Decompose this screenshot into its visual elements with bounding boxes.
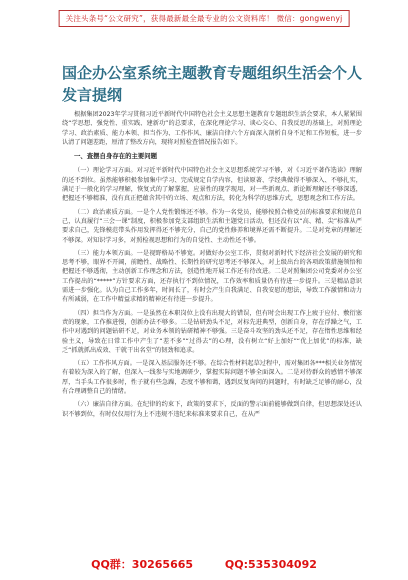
paragraph-ability: （三）能力本领方面。一是视野格局不够宽。对做好办公室工作，贯彻对新时代下经济社会发展的研究和思考不够，眼界不开阔，前瞻性、战略性、长期性的研究思考还不够深入，对上级出台的各项政策措施领悟和把握还不够透彻，主动创新工作理念和方法，创造性地开展工作还有待改进。二是对照集团公司党委对办公室工作提出的“*****”方针要求方面，还存执行不到位情况，工作效率和质量仍有待进一步提升。三是精品意识需进一步强化。认为自己工作多年，时间长了，有时会产生自我满足、自我安慰的想法，导致工作激情和动力有所减弱，在工作中精益求精的精神还有待进一步提升。: [62, 249, 362, 304]
document-title: 国企办公室系统主题教育专题组织生活会个人发言提纲: [62, 64, 363, 104]
intro-paragraph: 根据集团2023年学习贯彻习近平新时代中国特色社会主义思想主题教育专题组织生活会要求，本人紧紧围绕“学思想、强党性、重实践、建新功”的总要求，在深化理论学习、谈心交心、自我反思的基础上，对照理论学习、政治素质、能力本领、担当作为、工作作风、廉洁自律六个方面深入剖析自身不足和工作短板，进一步认清了问题差距，厘清了整改方向，现将对照检查情况报告如下。: [62, 111, 362, 146]
paragraph-political-quality: （二）政治素质方面。一是个人党性锻炼还不够。作为一名党员，能够按照合格党员的标准要求和规范自己，认真履行“三会一课”制度，积极参加党支部组织生活和主题党日活动，但还没有以“高、精、尖”标准从严要求自己，先锋模范带头作用发挥得还不够充分，自己的党性修养和境界还需不断提升。二是对党章的理解还不够深。对知识学习多，对照检视思想和行为的自觉性、主动性还不够。: [62, 208, 362, 244]
paragraph-work-style: （五）工作作风方面。一是深入基层服务还不够。在综合性材料起草过程中，需对集团各***相关业务情况有着较为深入的了解，但深入一线参与实地调研少，掌握实际问题不够全面深入。二是对待群众的感情不够深厚，当手头工作很多时，性子就有些急躁，态度不够和蔼，遇到反复询问的问题时，有时缺乏足够的耐心，没有合理调整自己的情绪。: [62, 360, 362, 396]
section-heading: 一、查摆自身存在的主要问题: [74, 152, 158, 161]
paragraph-integrity: （六）廉洁自律方面。在纪律的约束下，政策的要求下，反面的警示面前能够做到自律，但思想深处还认识不够到位，有时仅仅用行为上不违规不违纪来标准来要求自己，在从严: [62, 401, 362, 418]
paragraph-responsibility: （四）担当作为方面。一是虽然在本职岗位上没有出现大的错误，但有时会出现工作上疲于应付、敷衍塞责的现象，工作推进慢，创新办法不够多。二是钻研劲头不足，对标先进典型，创新自身，存在浮躁之气，工作中对遇到的问题钻研不足，对业务本领的钻研精神不够强。三是奋斗攻坚的劲头还不足，存在惰性思维和经验主义，导致在日常工作中产生了“差不多”“过得去”的心理，没有树立“好上加好”“优上加优”的标准，缺乏“抓就抓出成效、干就干出名堂”的韧劲和追求。: [62, 309, 362, 354]
contact-footer: [0, 556, 408, 572]
qq-number-text: QQ:535304092: [224, 558, 317, 571]
qq-group-text: QQ群：30265665: [91, 558, 194, 571]
promo-banner: 关注头条号“公文研究”，获得最新最全最专业的公文资料库！ 微信：gongwenyj: [59, 10, 350, 27]
document-body: [62, 110, 362, 423]
paragraph-theory-study: （一）理论学习方面。对习近平新时代中国特色社会主义思想系统学习不够，对《习近平著作选读》理解的还不到位。虽然能够积极参加集中学习、完成规定自学内容，但读原著、学经典做得不够深入、不够扎实，满足于一般化的学习理解，恢复式的了解掌握，应景性的现学现用，对一些新观点、新论断理解还不够深透，把握还不够精准，没有真正把蕴含其中的立场、观点和方法，转化为科学的思维方式，思想观念和工作方法。: [62, 167, 362, 203]
